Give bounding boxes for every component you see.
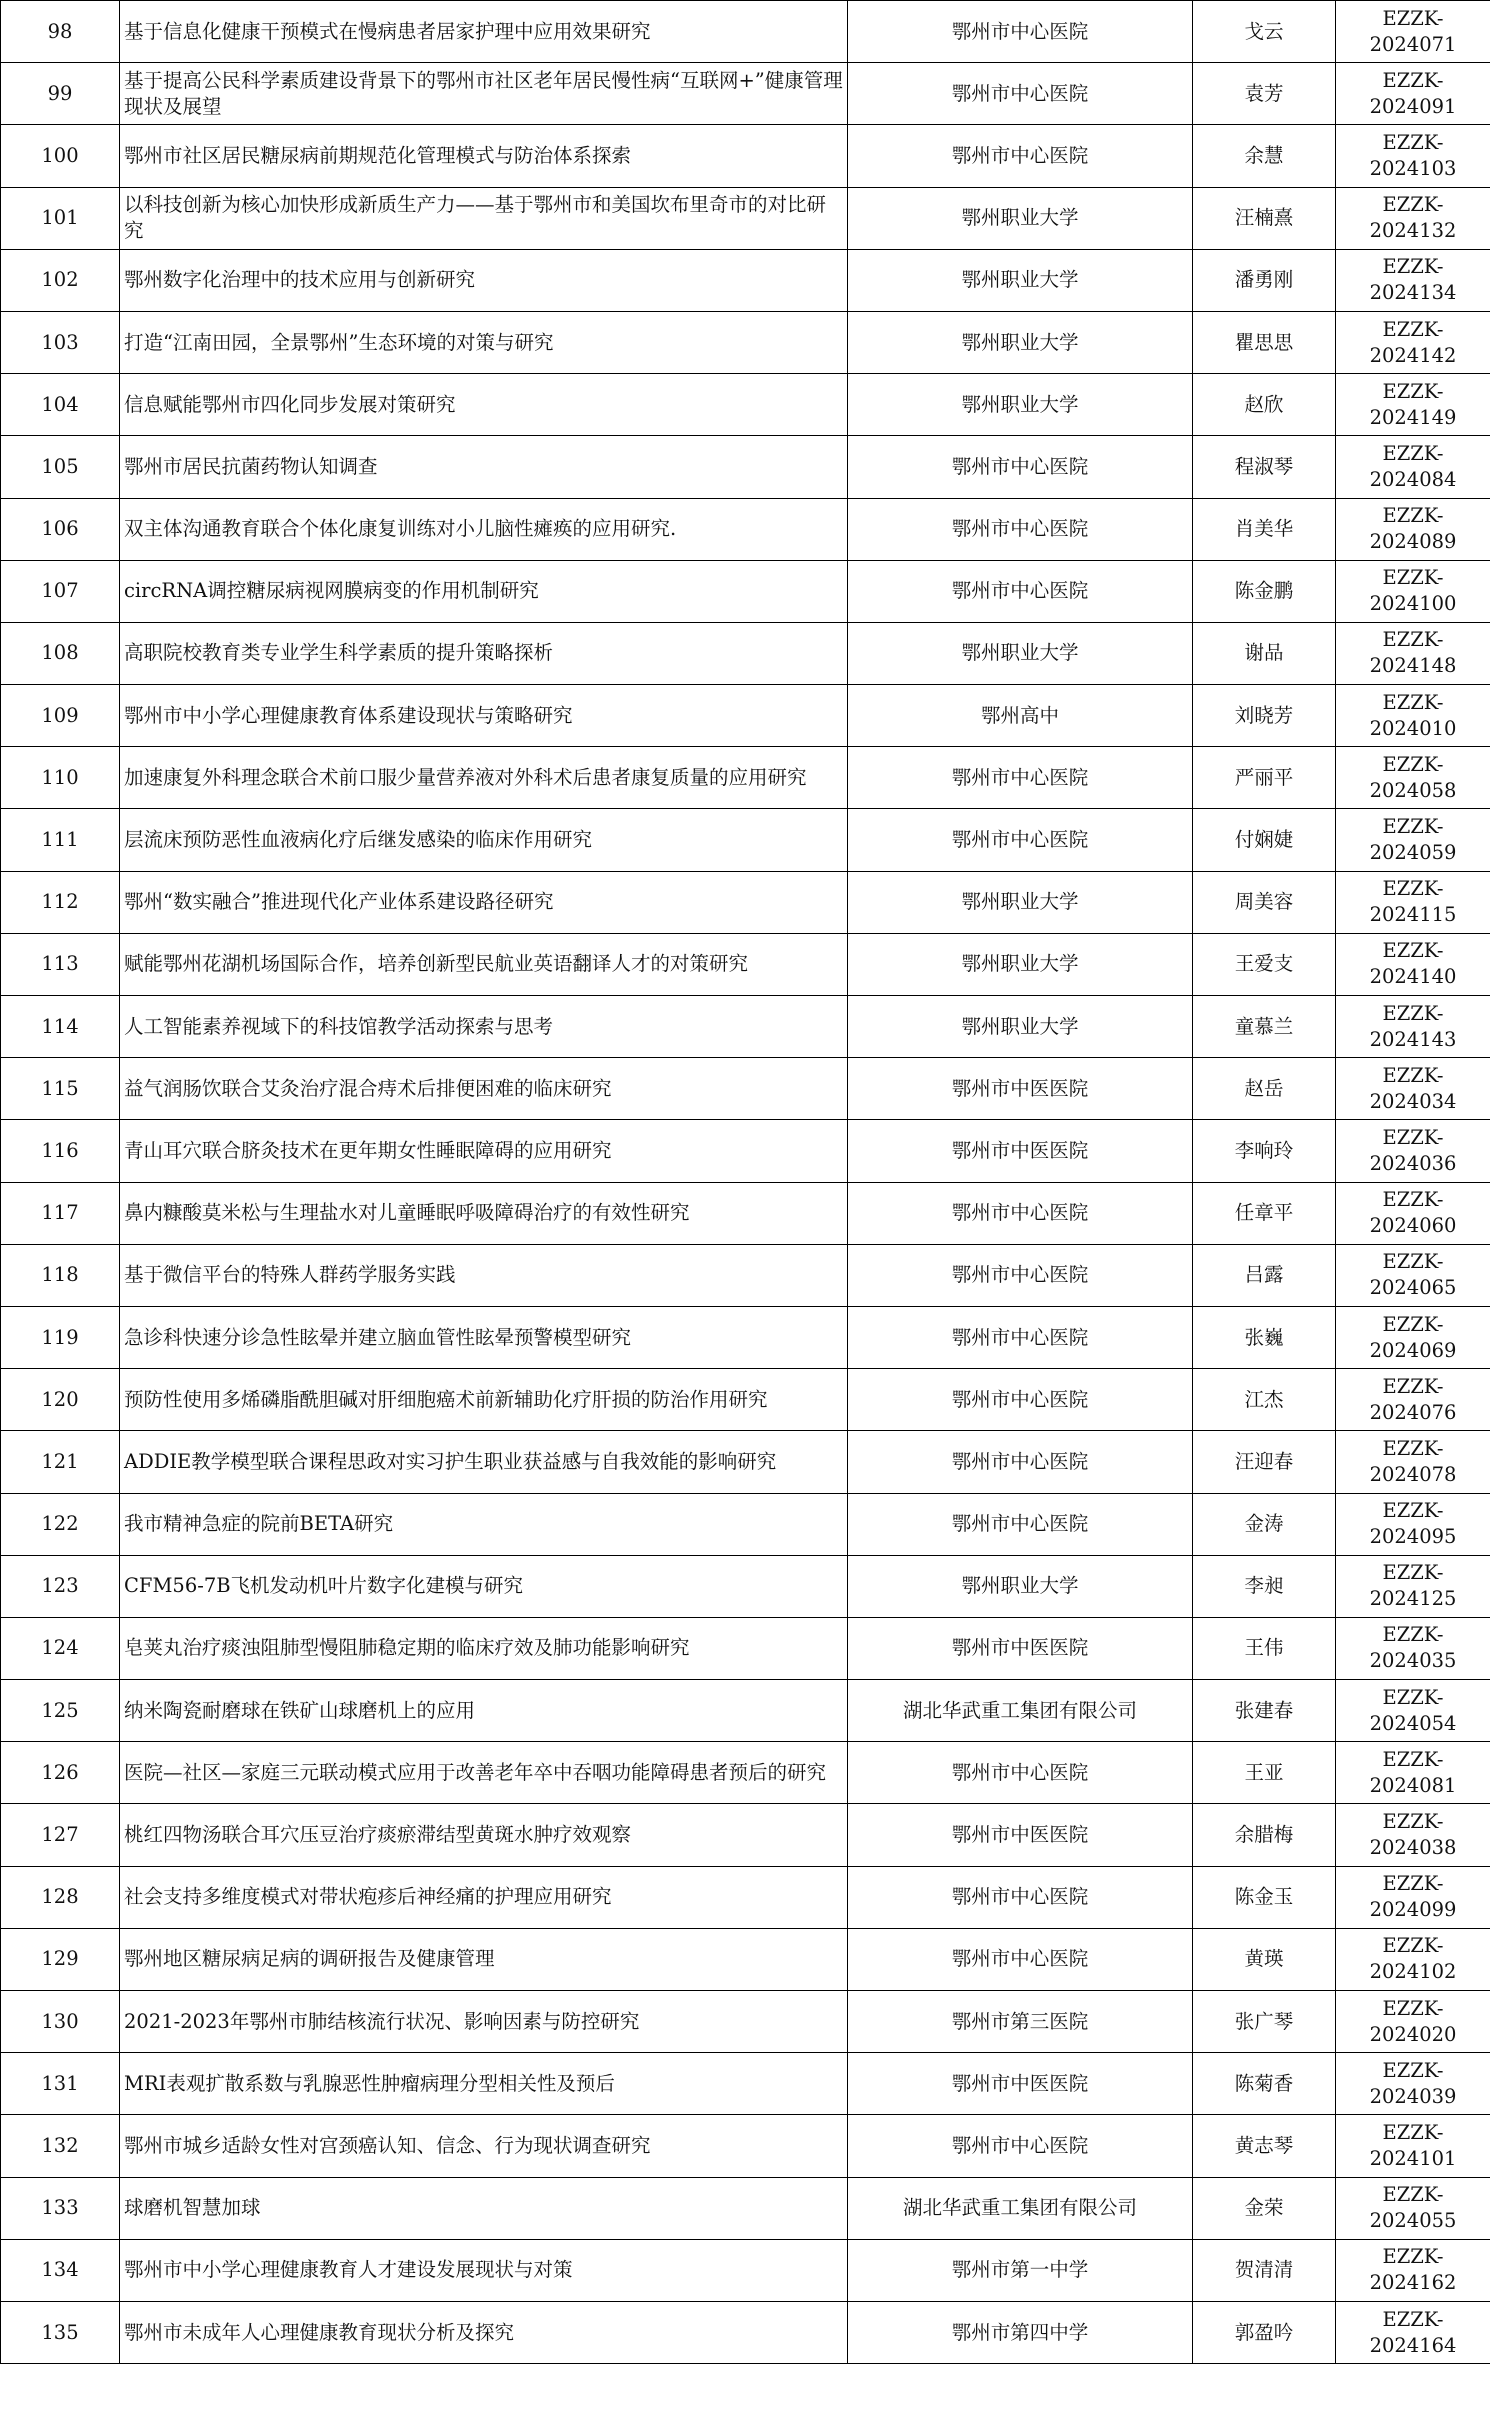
project-title: 层流床预防恶性血液病化疗后继发感染的临床作用研究 [120,809,848,871]
table-row [1,311,1490,373]
row-number: 115 [1,1058,120,1120]
organization: 鄂州市中心医院 [848,1866,1193,1928]
project-code: EZZK-2024125 [1336,1555,1490,1617]
table-row [1,125,1490,187]
project-title: 鄂州市城乡适龄女性对宫颈癌认知、信念、行为现状调查研究 [120,2115,848,2177]
project-code: EZZK-2024078 [1336,1431,1490,1493]
applicant-name: 李响玲 [1193,1120,1336,1182]
project-code: EZZK-2024162 [1336,2239,1490,2301]
table-row [1,374,1490,436]
table-row [1,2053,1490,2115]
project-code: EZZK-2024091 [1336,63,1490,125]
applicant-name: 张广琴 [1193,1991,1336,2053]
organization: 鄂州市中心医院 [848,747,1193,809]
project-title: MRI表观扩散系数与乳腺恶性肿瘤病理分型相关性及预后 [120,2053,848,2115]
project-title: 鼻内糠酸莫米松与生理盐水对儿童睡眠呼吸障碍治疗的有效性研究 [120,1182,848,1244]
row-number: 106 [1,498,120,560]
organization: 鄂州市第三医院 [848,1991,1193,2053]
table-row [1,1742,1490,1804]
organization: 鄂州市中心医院 [848,1306,1193,1368]
project-title: 鄂州市中小学心理健康教育人才建设发展现状与对策 [120,2239,848,2301]
table-row [1,1182,1490,1244]
project-title: 我市精神急症的院前BETA研究 [120,1493,848,1555]
project-code: EZZK-2024010 [1336,685,1490,747]
project-code: EZZK-2024101 [1336,2115,1490,2177]
organization: 湖北华武重工集团有限公司 [848,2177,1193,2239]
project-title: 鄂州“数实融合”推进现代化产业体系建设路径研究 [120,871,848,933]
project-code: EZZK-2024038 [1336,1804,1490,1866]
table-row [1,747,1490,809]
row-number: 130 [1,1991,120,2053]
table-row [1,187,1490,249]
applicant-name: 金涛 [1193,1493,1336,1555]
row-number: 114 [1,996,120,1058]
project-title: 基于提高公民科学素质建设背景下的鄂州市社区老年居民慢性病“互联网+”健康管理现状及展望 [120,63,848,125]
project-code: EZZK-2024060 [1336,1182,1490,1244]
row-number: 102 [1,249,120,311]
table-row [1,2301,1490,2363]
project-code: EZZK-2024034 [1336,1058,1490,1120]
project-code: EZZK-2024149 [1336,374,1490,436]
organization: 湖北华武重工集团有限公司 [848,1680,1193,1742]
project-code: EZZK-2024020 [1336,1991,1490,2053]
organization: 鄂州市中心医院 [848,560,1193,622]
row-number: 111 [1,809,120,871]
organization: 鄂州市中心医院 [848,1742,1193,1804]
organization: 鄂州市中心医院 [848,1431,1193,1493]
applicant-name: 张巍 [1193,1306,1336,1368]
project-code: EZZK-2024115 [1336,871,1490,933]
project-code: EZZK-2024132 [1336,187,1490,249]
applicant-name: 张建春 [1193,1680,1336,1742]
table-row [1,1,1490,63]
organization: 鄂州市第四中学 [848,2301,1193,2363]
project-title: 加速康复外科理念联合术前口服少量营养液对外科术后患者康复质量的应用研究 [120,747,848,809]
organization: 鄂州市中心医院 [848,436,1193,498]
project-code: EZZK-2024069 [1336,1306,1490,1368]
project-title: 桃红四物汤联合耳穴压豆治疗痰瘀滞结型黄斑水肿疗效观察 [120,1804,848,1866]
project-code: EZZK-2024035 [1336,1617,1490,1679]
table-row [1,1804,1490,1866]
row-number: 135 [1,2301,120,2363]
row-number: 133 [1,2177,120,2239]
table-row [1,1306,1490,1368]
table-row [1,2239,1490,2301]
applicant-name: 任章平 [1193,1182,1336,1244]
applicant-name: 江杰 [1193,1369,1336,1431]
project-title: 皂荚丸治疗痰浊阻肺型慢阻肺稳定期的临床疗效及肺功能影响研究 [120,1617,848,1679]
row-number: 129 [1,1928,120,1990]
applicant-name: 王伟 [1193,1617,1336,1679]
row-number: 118 [1,1244,120,1306]
table-row [1,1493,1490,1555]
applicant-name: 汪楠熹 [1193,187,1336,249]
project-title: 赋能鄂州花湖机场国际合作，培养创新型民航业英语翻译人才的对策研究 [120,933,848,995]
applicant-name: 付娴婕 [1193,809,1336,871]
row-number: 103 [1,311,120,373]
organization: 鄂州市中心医院 [848,1,1193,63]
applicant-name: 汪迎春 [1193,1431,1336,1493]
table-row [1,498,1490,560]
applicant-name: 陈菊香 [1193,2053,1336,2115]
row-number: 132 [1,2115,120,2177]
project-code: EZZK-2024081 [1336,1742,1490,1804]
project-title: 2021-2023年鄂州市肺结核流行状况、影响因素与防控研究 [120,1991,848,2053]
row-number: 104 [1,374,120,436]
project-code: EZZK-2024039 [1336,2053,1490,2115]
row-number: 101 [1,187,120,249]
project-title: 双主体沟通教育联合个体化康复训练对小儿脑性瘫痪的应用研究. [120,498,848,560]
row-number: 105 [1,436,120,498]
table-row [1,1431,1490,1493]
project-title: 基于微信平台的特殊人群药学服务实践 [120,1244,848,1306]
row-number: 128 [1,1866,120,1928]
table-row [1,249,1490,311]
organization: 鄂州职业大学 [848,311,1193,373]
organization: 鄂州市中心医院 [848,1182,1193,1244]
applicant-name: 吕露 [1193,1244,1336,1306]
project-code: EZZK-2024059 [1336,809,1490,871]
table-row [1,63,1490,125]
project-code: EZZK-2024065 [1336,1244,1490,1306]
table-row [1,436,1490,498]
project-title: 鄂州市未成年人心理健康教育现状分析及探究 [120,2301,848,2363]
project-title: circRNA调控糖尿病视网膜病变的作用机制研究 [120,560,848,622]
applicant-name: 肖美华 [1193,498,1336,560]
organization: 鄂州职业大学 [848,622,1193,684]
row-number: 127 [1,1804,120,1866]
applicant-name: 袁芳 [1193,63,1336,125]
table-row [1,871,1490,933]
project-code: EZZK-2024164 [1336,2301,1490,2363]
project-code: EZZK-2024100 [1336,560,1490,622]
table-row [1,1866,1490,1928]
table-row [1,996,1490,1058]
project-code: EZZK-2024054 [1336,1680,1490,1742]
organization: 鄂州市第一中学 [848,2239,1193,2301]
project-title: 社会支持多维度模式对带状疱疹后神经痛的护理应用研究 [120,1866,848,1928]
table-row [1,2115,1490,2177]
project-code: EZZK-2024102 [1336,1928,1490,1990]
row-number: 123 [1,1555,120,1617]
table-row [1,2177,1490,2239]
row-number: 99 [1,63,120,125]
table-row [1,622,1490,684]
project-code: EZZK-2024140 [1336,933,1490,995]
organization: 鄂州职业大学 [848,1555,1193,1617]
project-code: EZZK-2024099 [1336,1866,1490,1928]
table-row [1,809,1490,871]
organization: 鄂州市中心医院 [848,2115,1193,2177]
organization: 鄂州市中心医院 [848,63,1193,125]
organization: 鄂州市中心医院 [848,1493,1193,1555]
project-code: EZZK-2024089 [1336,498,1490,560]
applicant-name: 谢品 [1193,622,1336,684]
project-code: EZZK-2024071 [1336,1,1490,63]
row-number: 98 [1,1,120,63]
row-number: 117 [1,1182,120,1244]
table-row [1,1555,1490,1617]
project-title: 高职院校教育类专业学生科学素质的提升策略探析 [120,622,848,684]
applicant-name: 赵岳 [1193,1058,1336,1120]
row-number: 109 [1,685,120,747]
row-number: 113 [1,933,120,995]
organization: 鄂州职业大学 [848,374,1193,436]
organization: 鄂州市中医医院 [848,1058,1193,1120]
applicant-name: 戈云 [1193,1,1336,63]
table-row [1,1058,1490,1120]
applicant-name: 赵欣 [1193,374,1336,436]
applicant-name: 黄瑛 [1193,1928,1336,1990]
table-body [1,1,1490,2364]
applicant-name: 陈金鹏 [1193,560,1336,622]
project-code: EZZK-2024134 [1336,249,1490,311]
row-number: 107 [1,560,120,622]
row-number: 112 [1,871,120,933]
organization: 鄂州市中心医院 [848,498,1193,560]
project-code: EZZK-2024148 [1336,622,1490,684]
row-number: 121 [1,1431,120,1493]
applicant-name: 严丽平 [1193,747,1336,809]
project-title: 基于信息化健康干预模式在慢病患者居家护理中应用效果研究 [120,1,848,63]
organization: 鄂州职业大学 [848,187,1193,249]
project-title: 医院—社区—家庭三元联动模式应用于改善老年卒中吞咽功能障碍患者预后的研究 [120,1742,848,1804]
project-code: EZZK-2024036 [1336,1120,1490,1182]
organization: 鄂州市中医医院 [848,2053,1193,2115]
organization: 鄂州职业大学 [848,871,1193,933]
organization: 鄂州市中医医院 [848,1617,1193,1679]
row-number: 100 [1,125,120,187]
project-title: 鄂州市社区居民糖尿病前期规范化管理模式与防治体系探索 [120,125,848,187]
project-title: 青山耳穴联合脐灸技术在更年期女性睡眠障碍的应用研究 [120,1120,848,1182]
project-title: ADDIE教学模型联合课程思政对实习护生职业获益感与自我效能的影响研究 [120,1431,848,1493]
project-title: 以科技创新为核心加快形成新质生产力——基于鄂州市和美国坎布里奇市的对比研究 [120,187,848,249]
table-row [1,933,1490,995]
applicant-name: 李昶 [1193,1555,1336,1617]
project-title: 益气润肠饮联合艾灸治疗混合痔术后排便困难的临床研究 [120,1058,848,1120]
project-title: 鄂州地区糖尿病足病的调研报告及健康管理 [120,1928,848,1990]
project-title: 鄂州数字化治理中的技术应用与创新研究 [120,249,848,311]
applicant-name: 黄志琴 [1193,2115,1336,2177]
row-number: 119 [1,1306,120,1368]
organization: 鄂州市中心医院 [848,125,1193,187]
project-title: 纳米陶瓷耐磨球在铁矿山球磨机上的应用 [120,1680,848,1742]
row-number: 108 [1,622,120,684]
project-code: EZZK-2024058 [1336,747,1490,809]
table-row [1,1617,1490,1679]
organization: 鄂州高中 [848,685,1193,747]
table-row [1,1991,1490,2053]
applicant-name: 金荣 [1193,2177,1336,2239]
table-row [1,1120,1490,1182]
row-number: 124 [1,1617,120,1679]
applicant-name: 王爱支 [1193,933,1336,995]
table-row [1,1680,1490,1742]
organization: 鄂州职业大学 [848,249,1193,311]
row-number: 120 [1,1369,120,1431]
organization: 鄂州市中心医院 [848,1928,1193,1990]
organization: 鄂州市中心医院 [848,1244,1193,1306]
row-number: 116 [1,1120,120,1182]
project-title: 人工智能素养视域下的科技馆教学活动探索与思考 [120,996,848,1058]
applicant-name: 瞿思思 [1193,311,1336,373]
project-title: 球磨机智慧加球 [120,2177,848,2239]
applicant-name: 程淑琴 [1193,436,1336,498]
row-number: 126 [1,1742,120,1804]
table-row [1,560,1490,622]
applicant-name: 郭盈吟 [1193,2301,1336,2363]
row-number: 134 [1,2239,120,2301]
project-title: 信息赋能鄂州市四化同步发展对策研究 [120,374,848,436]
table-row [1,685,1490,747]
row-number: 125 [1,1680,120,1742]
applicant-name: 童慕兰 [1193,996,1336,1058]
table-row [1,1928,1490,1990]
applicant-name: 刘晓芳 [1193,685,1336,747]
table-row [1,1244,1490,1306]
applicant-name: 王亚 [1193,1742,1336,1804]
project-title: 打造“江南田园，全景鄂州”生态环境的对策与研究 [120,311,848,373]
project-code: EZZK-2024103 [1336,125,1490,187]
project-code: EZZK-2024095 [1336,1493,1490,1555]
project-code: EZZK-2024142 [1336,311,1490,373]
organization: 鄂州职业大学 [848,933,1193,995]
applicant-name: 余慧 [1193,125,1336,187]
project-title: 预防性使用多烯磷脂酰胆碱对肝细胞癌术前新辅助化疗肝损的防治作用研究 [120,1369,848,1431]
organization: 鄂州市中心医院 [848,1369,1193,1431]
project-code: EZZK-2024143 [1336,996,1490,1058]
project-code: EZZK-2024084 [1336,436,1490,498]
project-title: 鄂州市居民抗菌药物认知调查 [120,436,848,498]
project-code: EZZK-2024055 [1336,2177,1490,2239]
applicant-name: 余腊梅 [1193,1804,1336,1866]
project-title: 鄂州市中小学心理健康教育体系建设现状与策略研究 [120,685,848,747]
table-row [1,1369,1490,1431]
row-number: 131 [1,2053,120,2115]
applicant-name: 贺清清 [1193,2239,1336,2301]
row-number: 110 [1,747,120,809]
applicant-name: 周美容 [1193,871,1336,933]
organization: 鄂州市中心医院 [848,809,1193,871]
project-title: 急诊科快速分诊急性眩晕并建立脑血管性眩晕预警模型研究 [120,1306,848,1368]
applicant-name: 潘勇刚 [1193,249,1336,311]
project-title: CFM56-7B飞机发动机叶片数字化建模与研究 [120,1555,848,1617]
row-number: 122 [1,1493,120,1555]
project-code: EZZK-2024076 [1336,1369,1490,1431]
applicant-name: 陈金玉 [1193,1866,1336,1928]
organization: 鄂州市中医医院 [848,1120,1193,1182]
organization: 鄂州职业大学 [848,996,1193,1058]
organization: 鄂州市中医医院 [848,1804,1193,1866]
